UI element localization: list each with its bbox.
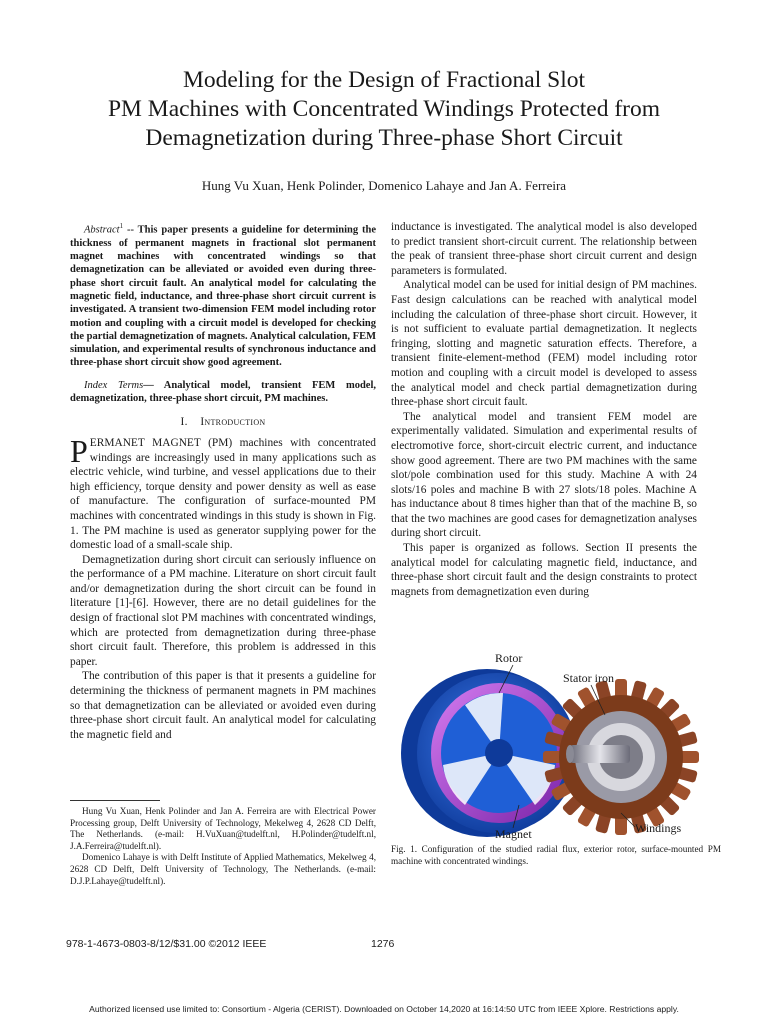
label-magnet: Magnet	[495, 827, 532, 841]
left-column	[70, 220, 376, 742]
figure-caption: Fig. 1. Configuration of the studied radial flux, exterior rotor, surface-mounted PM machine with concentrated windings.	[391, 844, 721, 866]
intro-paragraph-3: The contribution of this paper is that it presents a guideline for determining the thickness of permanent magnets in PM machines so that demagnetization can be alleviated or avoided even during three-phase short circuit fault. An analytical model for calculating the magnetic field and	[70, 670, 376, 741]
intro-paragraph-2: Demagnetization during short circuit can seriously influence on the performance of a PM machine. Literature on short circuit fault and/or demagnetization during the short circuit can be found in literature [1]-[6]. However, there are no detail guidelines for the design of fractional slot PM machines with concentrated windings, which are protected from demagnetization during three-phase short circuit fault. Therefore, this problem is addressed in this paper.	[70, 553, 376, 668]
author-list: Hung Vu Xuan, Henk Polinder, Domenico Lahaye and Jan A. Ferreira	[201, 178, 567, 193]
abstract-footnote-mark: 1	[119, 222, 124, 230]
abstract	[70, 220, 376, 370]
label-windings: Windings	[635, 821, 682, 835]
abstract-label: Abstract	[84, 224, 120, 236]
title-line-1: Modeling for the Design of Fractional Slot	[182, 67, 586, 93]
abstract-text: -- This paper presents a guideline for determining the thickness of permanent magnets in fractional slot permanent magnet machines with concentrated windings so that demagnetization can be alleviated or avoided even during three-phase short circuit fault. An analytical model for calculating the magnetic field, inductance, and three-phase short circuit current is investigated. A transient two-dimension FEM model including rotor motion and coupling with a circuit model is developed for checking the partial demagnetization of magnets. Analytical calculation, FEM simulation, and experimental results of synchronous inductance and three-phase short circuit show good agreement.	[70, 224, 376, 369]
right-column	[391, 220, 697, 599]
footnote-divider	[70, 800, 160, 801]
footnote-2: Domenico Lahaye is with Delft Institute of Applied Mathematics, Mekelweg 4, 2628 CD Delft, Delft University of Technology, The Netherlands. (e-mail: D.J.P.Lahaye@tudelft.nl).	[70, 852, 376, 886]
paper-title	[60, 66, 708, 153]
author-affiliation-footnote	[70, 806, 376, 887]
label-rotor: Rotor	[495, 651, 523, 665]
footnote-1: Hung Vu Xuan, Henk Polinder and Jan A. Ferreira are with Electrical Power Processing group, Delft University of Technology, Mekelweg 4, 2628 CD Delft, The Netherlands. (e-mail: H.VuXuan@tudelft.nl, H.Polinder@tudelft.nl, J.A.Ferreira@tudelft.nl).	[70, 806, 376, 851]
stator-assembly	[543, 679, 699, 835]
right-paragraph-1: inductance is investigated. The analytical model is also developed to predict transient short-circuit current. The relationship between the peak of transient three-phase short circuit current and design parameters is formulated.	[391, 221, 697, 277]
page-number: 1276	[371, 938, 395, 950]
isbn-copyright: 978-1-4673-0803-8/12/$31.00 ©2012 IEEE	[66, 938, 267, 950]
machine-figure	[395, 645, 715, 845]
title-line-3: Demagnetization during Three-phase Short Circuit	[145, 125, 623, 151]
title-line-2: PM Machines with Concentrated Windings Protected from	[107, 96, 661, 122]
intro-paragraph-1-text: ERMANET MAGNET (PM) machines with concentrated windings are increasingly used in many applications such as electric vehicle, wind turbine, and vessel applications due to their high efficiency, torque density and power density as well as ease of manufacture. The configuration of surface-mounted PM machines with concentrated windings in this study is shown in Fig. 1. The PM machine is used as generator supplying power for the domestic load of a small-scale ship.	[70, 436, 376, 552]
intro-paragraph-1	[70, 432, 376, 553]
section-title: Introduction	[200, 416, 266, 429]
index-terms-label: Index Terms	[84, 379, 144, 391]
index-terms	[70, 379, 376, 406]
right-paragraph-3: The analytical model and transient FEM model are experimentally validated. Simulation and experimental results of electromotive force, short-circuit electric current, and inductance show good agreement. There are two PM machines with the same slot/pole combination used for this study. Machine A with 24 slots/16 poles and machine B with 27 slots/18 poles. Machine A has inductance about 8 times higher than that of the machine B, so that the two machines are good cases for demagnetization analyses during short circuit.	[391, 410, 697, 540]
right-paragraph-4: This paper is organized as follows. Section II presents the analytical model for calculating magnetic field, inductance, and three-phase short circuit fault and the design constraints to protect magnets from demagnetization even during	[391, 542, 697, 598]
license-notice: Authorized licensed use limited to: Consortium - Algeria (CERIST). Downloaded on October 14,2020 at 16:14:50 UTC from IEEE Xplore. Restrictions apply.	[89, 1004, 679, 1014]
right-paragraph-2: Analytical model can be used for initial design of PM machines. Fast design calculations can be reached with analytical model including the calculation of three-phase short circuit. However, it is not sufficient to evaluate partial demagnetization. It neglects fringing, slotting and magnetic saturation effects. Therefore, a transient finite-element-method (FEM) model including rotor motion and coupling with a circuit model is developed to assess the analytical model and check partial demagnetization during three-phase short circuit fault.	[391, 279, 697, 409]
index-terms-text: — Analytical model, transient FEM model, demagnetization, three-phase short circuit, PM machines.	[70, 379, 376, 405]
section-heading-introduction	[70, 415, 376, 430]
section-number: I.	[180, 416, 188, 429]
shaft	[570, 745, 630, 763]
drop-cap: P	[70, 432, 88, 469]
label-stator-iron: Stator iron	[563, 671, 614, 685]
